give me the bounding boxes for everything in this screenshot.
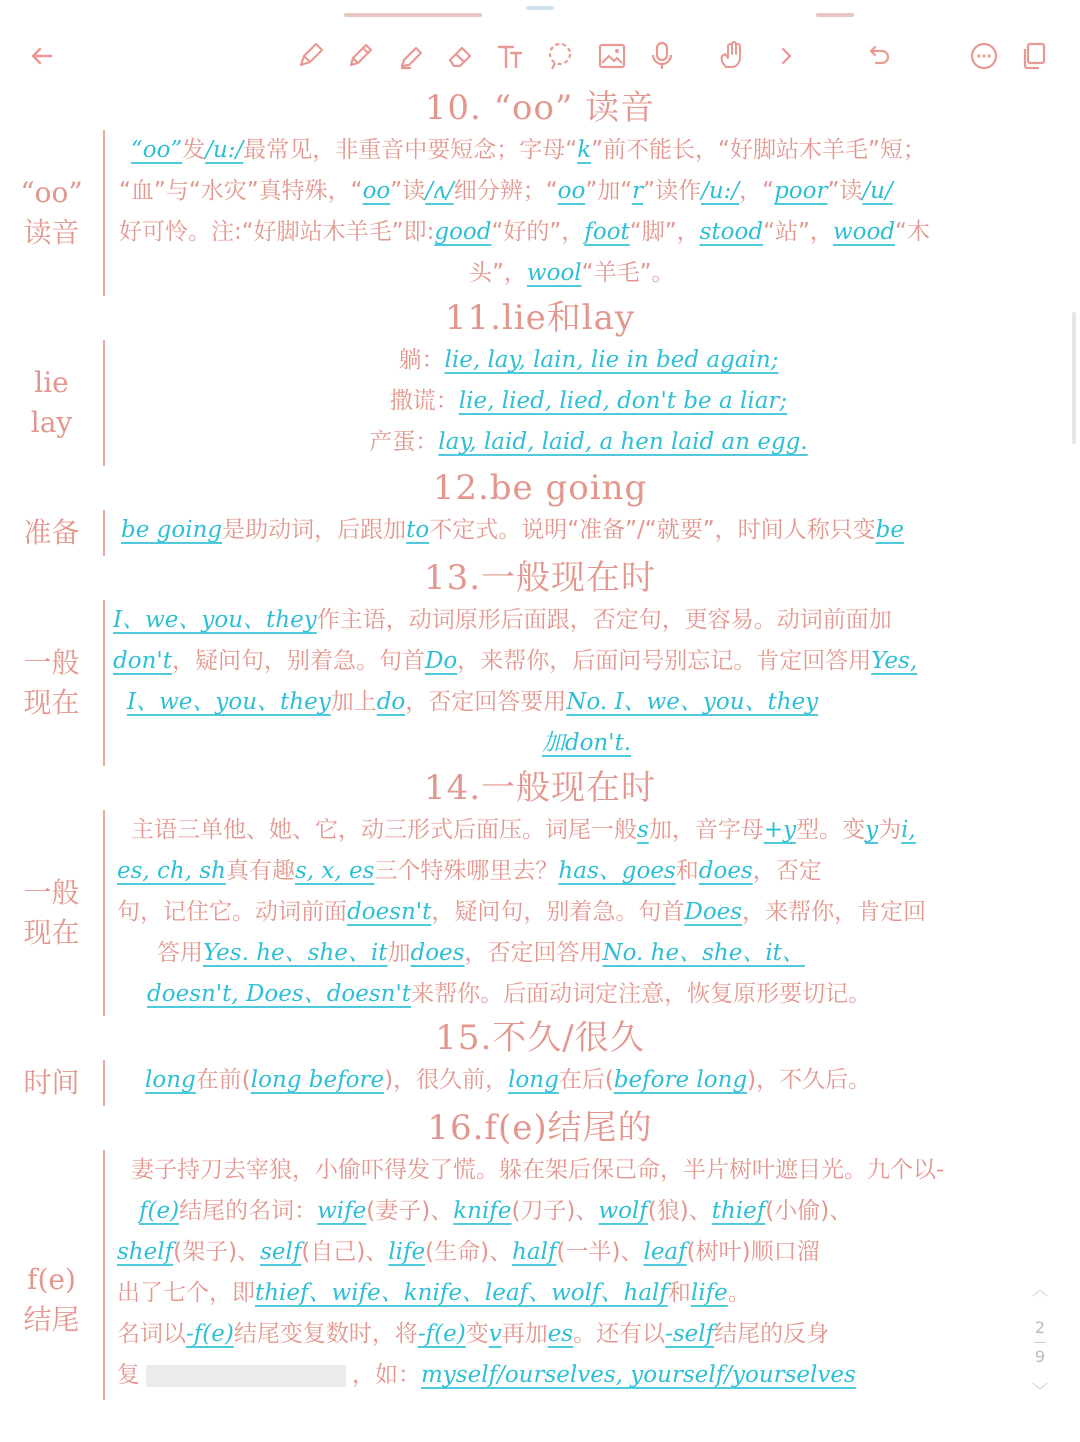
text: (生命)、: [425, 1239, 513, 1265]
tab-indicator-right: [816, 13, 854, 17]
text: 好可怜。注:“好脚站木羊毛”即:: [119, 219, 435, 245]
keyword: long: [508, 1067, 559, 1093]
keyword: f(e): [139, 1198, 180, 1224]
text-line: [117, 1232, 1030, 1273]
keyword: lay, laid, laid, a hen laid an egg.: [438, 429, 808, 455]
keyword: life: [690, 1280, 728, 1306]
side-label-10-line2: 读音: [23, 216, 80, 249]
keyword: self: [260, 1239, 302, 1265]
keyword: foot: [584, 219, 630, 245]
back-arrow-icon[interactable]: [22, 36, 62, 76]
text: ，否定回答要用: [405, 689, 567, 715]
keyword: life: [388, 1239, 426, 1265]
text: (刀子)、: [511, 1198, 599, 1224]
text: 三个特殊哪里去？: [374, 858, 559, 884]
page-indicator: [1020, 1280, 1060, 1401]
text: 在后(: [558, 1067, 614, 1093]
side-label-10: [0, 130, 105, 296]
text: )，很久前，: [384, 1067, 509, 1093]
text: (狼)、: [647, 1198, 712, 1224]
keyword: 加don't.: [541, 730, 632, 756]
keyword: y: [865, 817, 879, 843]
hand-icon[interactable]: [712, 36, 752, 76]
page-divider: [1034, 1342, 1046, 1343]
text: 真有趣: [225, 858, 295, 884]
side-label-11-line1: lie: [34, 366, 69, 399]
page-down-icon[interactable]: ﹀: [1031, 1381, 1048, 1400]
text: (小偷)、: [765, 1198, 853, 1224]
keyword: to: [406, 517, 430, 543]
keyword: es: [547, 1321, 574, 1347]
side-label-14: [0, 810, 105, 1016]
text-line: [121, 510, 1060, 551]
text: 再加: [501, 1321, 548, 1347]
side-label-13-line2: 现在: [23, 686, 80, 719]
keyword: shelf: [117, 1239, 174, 1265]
undo-icon[interactable]: [858, 36, 898, 76]
section-14-text: [105, 810, 1080, 1016]
text: ”读作: [643, 178, 702, 204]
keyword: poor: [774, 178, 828, 204]
section-10: [0, 130, 1080, 296]
keyword: Yes,: [871, 648, 918, 674]
note-page: [0, 86, 1080, 1442]
text: 型。变: [796, 817, 866, 843]
text: ，否定: [752, 858, 822, 884]
text: (自己)、: [301, 1239, 389, 1265]
text: (一半)、: [556, 1239, 644, 1265]
text-line: [117, 1273, 1030, 1314]
keyword: /u/: [862, 178, 893, 204]
side-label-11: [0, 340, 105, 466]
text: 细分辨；“: [453, 178, 558, 204]
text: )，不久后。: [747, 1067, 872, 1093]
keyword: thief、wife、knife、leaf、wolf、half: [255, 1280, 668, 1306]
heading-16: 16.f(e)结尾的: [427, 1108, 653, 1148]
side-label-15-line1: 时间: [23, 1066, 80, 1099]
text: ，疑问句，别着急。句首: [431, 899, 685, 925]
pages-icon[interactable]: [1014, 36, 1054, 76]
side-label-13: [0, 600, 105, 766]
text: (架子)、: [173, 1239, 261, 1265]
text: 结尾变复数时，将: [233, 1321, 418, 1347]
text: 不定式。说明“准备”/“就要”，时间人称只变: [429, 517, 876, 543]
section-13: [0, 600, 1080, 766]
pencil-icon[interactable]: [340, 36, 380, 76]
keyword: I、we、you、they: [127, 689, 331, 715]
eraser-icon[interactable]: [440, 36, 480, 76]
text-line: [113, 641, 1060, 682]
text-line: [117, 1314, 1030, 1355]
text: “站”，: [763, 219, 833, 245]
section-11: [0, 340, 1080, 466]
side-label-16-line1: f(e): [27, 1263, 76, 1296]
keyword: s, x, es: [294, 858, 375, 884]
keyword: wife: [317, 1198, 367, 1224]
text-icon[interactable]: [490, 36, 530, 76]
keyword: -f(e): [186, 1321, 234, 1347]
text: 最常见，非重音中要短念；字母“: [243, 137, 578, 163]
keyword: Does: [684, 899, 743, 925]
text-line: [117, 1191, 1030, 1232]
keyword: lie, lay, lain, lie in bed again;: [444, 347, 779, 373]
text: ，来帮你，肯定回: [742, 899, 927, 925]
keyword: long: [145, 1067, 196, 1093]
keyword: /ʌ/: [425, 178, 454, 204]
keyword: does: [698, 858, 753, 884]
text-line: [117, 1355, 1030, 1396]
text: 妻子持刀去宰狼，小偷吓得发了慌。躲在架后保己命，半片树叶遮目光。九个以-: [131, 1157, 945, 1183]
keyword: stood: [699, 219, 764, 245]
text-line: [117, 1150, 1030, 1191]
text: “好的”，: [491, 219, 585, 245]
side-label-15: [0, 1060, 105, 1106]
keyword: thief: [711, 1198, 766, 1224]
text: 变: [465, 1321, 489, 1347]
image-icon[interactable]: [592, 36, 632, 76]
text: 作主语，动词原形后面跟，否定句，更容易。动词前面加: [316, 607, 892, 633]
section-11-text: [105, 340, 1080, 466]
side-label-16-line2: 结尾: [23, 1303, 80, 1336]
text-line: [117, 851, 1060, 892]
keyword: oo: [557, 178, 586, 204]
text: 复: [117, 1362, 140, 1388]
keyword: /u:/: [701, 178, 740, 204]
tab-indicator-center: [526, 6, 554, 10]
text: ，如：: [352, 1362, 421, 1388]
pen-icon[interactable]: [290, 36, 330, 76]
text: 加，音字母: [648, 817, 764, 843]
side-label-10-line1: “oo”: [20, 176, 83, 209]
text-line: [117, 340, 1060, 381]
keyword: “oo”: [131, 137, 183, 163]
text-line: [113, 600, 1060, 641]
keyword: do: [376, 689, 406, 715]
section-16: [0, 1150, 1080, 1400]
side-label-11-line2: lay: [30, 406, 73, 439]
text: 为: [878, 817, 902, 843]
keyword: I、we、you、they: [113, 607, 317, 633]
keyword: No. he、she、it、: [602, 940, 805, 966]
text: 加上: [330, 689, 377, 715]
keyword: i,: [901, 817, 916, 843]
keyword: k: [577, 137, 592, 163]
keyword: leaf: [643, 1239, 687, 1265]
keyword: knife: [453, 1198, 512, 1224]
text: 主语三单他、她、它，动三形式后面压。词尾一般: [131, 817, 637, 843]
side-label-12-line1: 准备: [23, 516, 80, 549]
text: “木: [895, 219, 930, 245]
keyword: oo: [362, 178, 391, 204]
text: 撒谎：: [389, 388, 459, 414]
keyword: long before: [250, 1067, 385, 1093]
text: 发: [182, 137, 206, 163]
section-12-text: [105, 510, 1080, 556]
text-line: [117, 422, 1060, 463]
keyword: wolf: [598, 1198, 648, 1224]
heading-13: 13.一般现在时: [423, 558, 657, 598]
text-line: [119, 171, 1060, 212]
keyword: before long: [613, 1067, 748, 1093]
section-14: [0, 810, 1080, 1016]
keyword: v: [488, 1321, 502, 1347]
text: 。还有以: [573, 1321, 666, 1347]
heading-14: 14.一般现在时: [423, 768, 657, 808]
section-13-text: [105, 600, 1080, 766]
side-label-12: [0, 510, 105, 556]
keyword: does: [410, 940, 465, 966]
side-label-14-line1: 一般: [23, 876, 80, 909]
text-line: [117, 892, 1060, 933]
text: 和: [667, 1280, 691, 1306]
text: “血”与“水灾”真特殊，“: [119, 178, 363, 204]
side-label-16: [0, 1150, 105, 1400]
text: 名词以: [117, 1321, 186, 1347]
keyword: es, ch, sh: [117, 858, 226, 884]
text: 出了七个，即: [117, 1280, 255, 1306]
section-15-text: [105, 1060, 1080, 1106]
text: ，来帮你，后面问号别忘记。肯定回答用: [457, 648, 872, 674]
heading-15: 15.不久/很久: [435, 1018, 645, 1058]
text: ”读: [827, 178, 863, 204]
highlighter-icon[interactable]: [390, 36, 430, 76]
lasso-icon[interactable]: [540, 36, 580, 76]
keyword: s: [637, 817, 649, 843]
text-line: [117, 810, 1060, 851]
keyword: don't: [113, 648, 172, 674]
text: 结尾的反身: [714, 1321, 830, 1347]
keyword: wood: [832, 219, 896, 245]
text: 头”，: [469, 260, 527, 286]
text: 句，记住它。动词前面: [117, 899, 347, 925]
text-line: [113, 723, 1060, 764]
text-line: [117, 381, 1060, 422]
section-10-text: [105, 130, 1080, 296]
text-line: [119, 253, 1060, 294]
keyword: -f(e): [417, 1321, 466, 1347]
keyword: good: [434, 219, 492, 245]
text-line: [117, 933, 1060, 974]
section-16-text: [105, 1150, 1080, 1400]
keyword: doesn't: [347, 899, 432, 925]
text: (树叶)顺口溜: [686, 1239, 820, 1265]
section-12: [0, 510, 1080, 556]
text: ，疑问句，别着急。句首: [171, 648, 425, 674]
text: 是助动词，后跟加: [222, 517, 407, 543]
keyword: /u:/: [205, 137, 244, 163]
text: ”前不能长，“好脚站木羊毛”短；: [591, 137, 926, 163]
keyword: Yes. he、she、it: [203, 940, 388, 966]
redacted-block: [146, 1365, 346, 1387]
text-line: [113, 682, 1060, 723]
text: 在前(: [195, 1067, 251, 1093]
chevron-right-icon[interactable]: [766, 36, 806, 76]
text: ，否定回答用: [464, 940, 603, 966]
keyword: No. I、we、you、they: [566, 689, 819, 715]
total-pages: 9: [1034, 1347, 1046, 1366]
scrollbar[interactable]: [1072, 312, 1076, 444]
text: “羊毛”。: [581, 260, 675, 286]
heading-10: 10. “oo” 读音: [424, 88, 656, 128]
text-line: [119, 130, 1060, 171]
text: 产蛋：: [369, 429, 439, 455]
keyword: +y: [763, 817, 797, 843]
text: (妻子)、: [366, 1198, 454, 1224]
text: 结尾的名词：: [179, 1198, 318, 1224]
text-line: [119, 212, 1060, 253]
text: ”加“: [585, 178, 633, 204]
section-15: [0, 1060, 1080, 1106]
keyword: be: [875, 517, 904, 543]
side-label-13-line1: 一般: [23, 646, 80, 679]
microphone-icon[interactable]: [642, 36, 682, 76]
text-line: [117, 974, 1060, 1015]
page-up-icon[interactable]: ︿: [1031, 1280, 1048, 1299]
tab-indicator-left: [344, 13, 482, 17]
text: 来帮你。后面动词定注意，恢复原形要切记。: [411, 981, 872, 1007]
keyword: myself/ourselves, yourself/yourselves: [421, 1362, 856, 1388]
keyword: doesn't, Does、doesn't: [147, 981, 412, 1007]
text: 加: [387, 940, 411, 966]
heading-11: 11.lie和lay: [444, 298, 636, 338]
text-line: [145, 1060, 1060, 1101]
text: “脚”，: [629, 219, 700, 245]
current-page: 2: [1034, 1318, 1046, 1337]
text: 。: [727, 1280, 751, 1306]
text: ，“: [739, 178, 775, 204]
keyword: wool: [526, 260, 582, 286]
keyword: has、goes: [558, 858, 676, 884]
text: ”读: [390, 178, 426, 204]
note-toolbar: [0, 36, 1080, 76]
text: 和: [675, 858, 699, 884]
text: 躺：: [398, 347, 445, 373]
keyword: half: [512, 1239, 557, 1265]
keyword: Do: [424, 648, 458, 674]
keyword: be going: [121, 517, 223, 543]
heading-12: 12.be going: [432, 468, 648, 508]
keyword: lie, lied, lied, don't be a liar;: [458, 388, 788, 414]
text: 答用: [157, 940, 203, 966]
side-label-14-line2: 现在: [23, 916, 80, 949]
keyword: r: [632, 178, 644, 204]
keyword: -self: [665, 1321, 715, 1347]
more-icon[interactable]: [964, 36, 1004, 76]
